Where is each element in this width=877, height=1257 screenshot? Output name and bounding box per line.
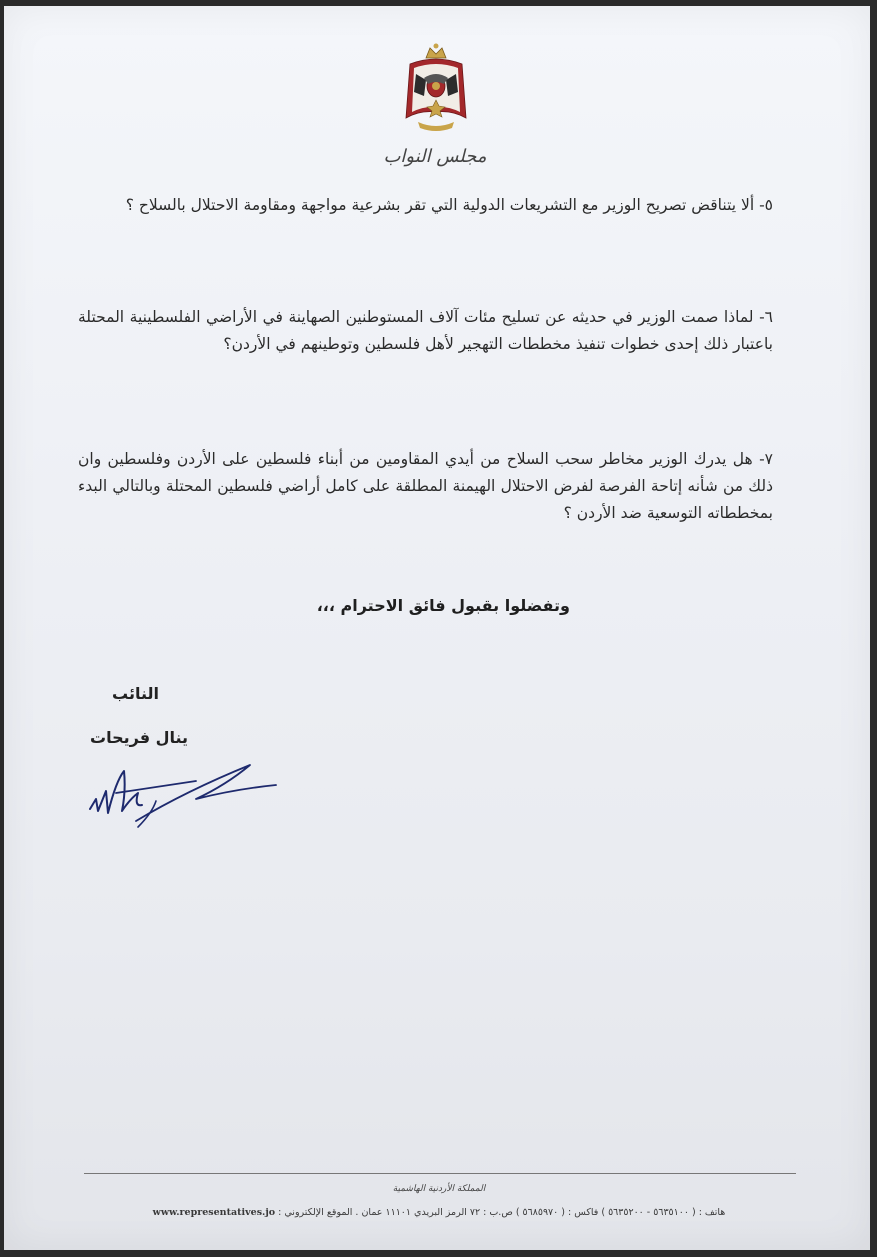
- question-number: ٦-: [759, 308, 773, 326]
- document-page: [4, 6, 870, 1250]
- question-text: لماذا صمت الوزير في حديثه عن تسليح مئات آلاف المستوطنين الصهاينة في الأراضي الفلسطينية المحتلة باعتبار ذلك إحدى خطوات تنفيذ مخططات التهجير لأهل فلسطين وتوطينهم في الأردن؟: [78, 308, 773, 353]
- question-6: [78, 304, 773, 358]
- footer-divider: [84, 1173, 796, 1174]
- question-text: ألا يتناقض تصريح الوزير مع التشريعات الدولية التي تقر بشرعية مواجهة ومقاومة الاحتلال بالسلاح ؟: [125, 196, 755, 214]
- jordan-coat-of-arms-icon: [396, 40, 476, 135]
- question-number: ٥-: [759, 196, 773, 214]
- question-text: هل يدرك الوزير مخاطر سحب السلاح من أيدي المقاومين من أبناء فلسطين على الأردن وفلسطين وان ذلك من شأنه إتاحة الفرصة لفرض الاحتلال الهيمنة المطلقة على كامل أراضي فلسطين المحتلة وبالتالي البدء بمخططاته التوسعية ضد الأردن ؟: [78, 450, 773, 522]
- institution-logo: مجلس النواب: [383, 146, 487, 167]
- signatory-title: النائب: [112, 684, 159, 703]
- closing-salutation: وتفضلوا بقبول فائق الاحترام ،،،: [316, 596, 570, 615]
- footer-website: www.representatives.jo: [152, 1207, 276, 1218]
- handwritten-signature: [86, 751, 286, 836]
- footer-logo: المملكة الأردنية الهاشمية: [392, 1184, 486, 1194]
- question-number: ٧-: [759, 450, 773, 468]
- footer-contact: [104, 1207, 774, 1218]
- footer-contact-details: هاتف : ( ٥٦٣٥١٠٠ - ٥٦٣٥٢٠٠ ) فاكس : ( ٥٦٨٥٩٧٠ ) ص.ب : ٧٢ الرمز البريدي ١١١٠١ عمان . الموقع الإلكتروني :: [278, 1207, 726, 1218]
- question-5: [93, 192, 773, 219]
- signatory-name: ينال فريحات: [90, 728, 189, 747]
- question-7: [78, 446, 773, 527]
